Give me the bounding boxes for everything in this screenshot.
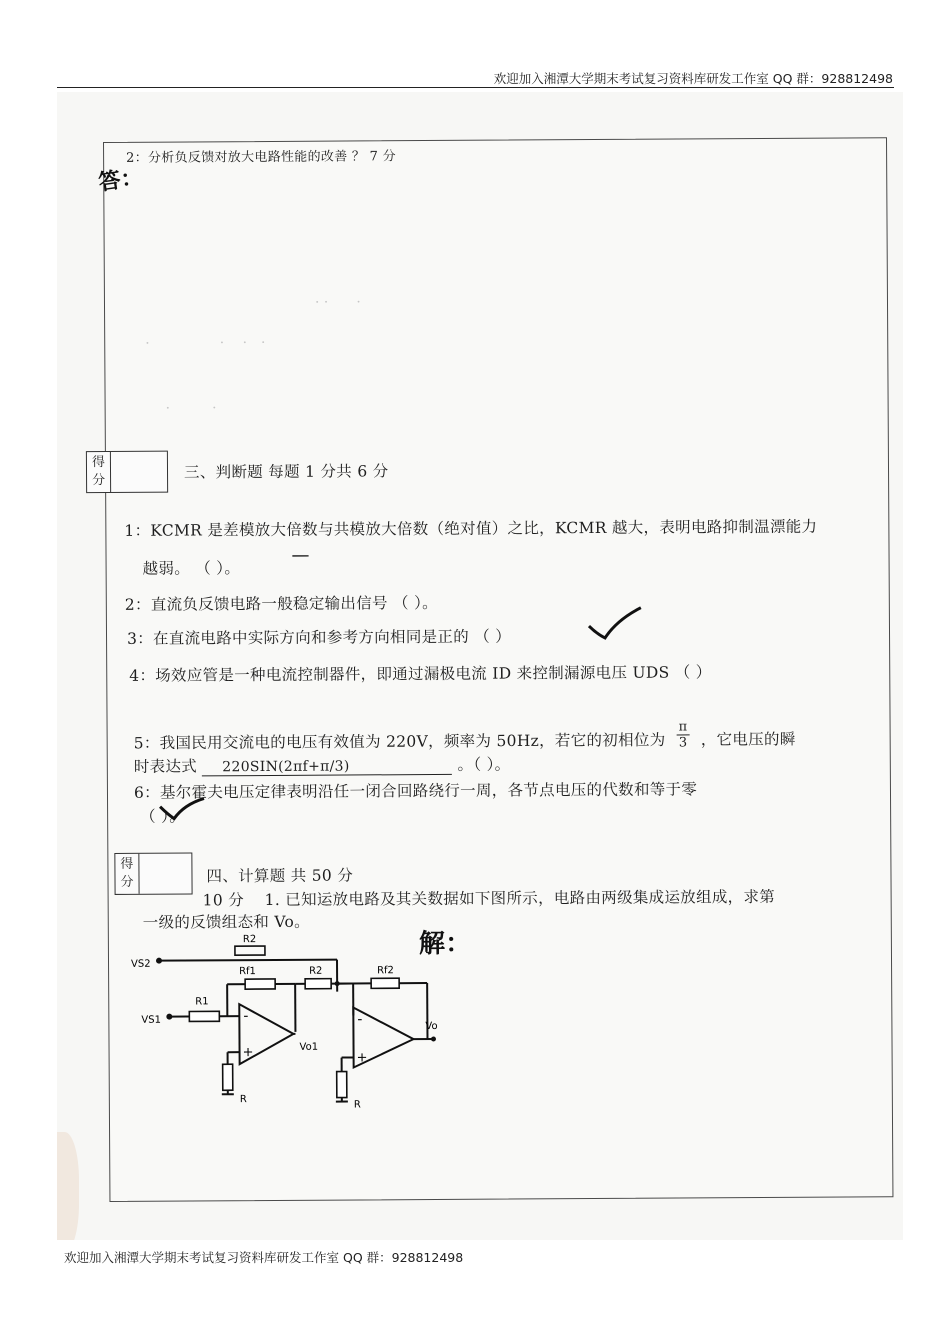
judge-item-1-line2: 越弱。 （ ）。 xyxy=(142,559,241,578)
label-vo1: Vo1 xyxy=(299,1041,319,1053)
label-r2-mid: R2 xyxy=(309,965,323,977)
handwritten-solution-mark: 解： xyxy=(418,928,472,960)
calc-q1-points: 10 分 xyxy=(202,891,245,910)
check-mark-icon xyxy=(585,606,645,642)
page-footer: 欢迎加入湘潭大学期末考试复习资料库研发工作室 QQ 群：928812498 xyxy=(64,1250,464,1265)
label-vo: Vo xyxy=(425,1020,438,1033)
section3-title: 三、判断题 每题 1 分共 6 分 xyxy=(183,462,389,482)
finger-shadow xyxy=(57,1132,79,1240)
judge-item-5-tail: ，它电压的瞬 xyxy=(700,730,796,749)
section4-title: 四、计算题 共 50 分 xyxy=(206,866,354,886)
check-mark-icon xyxy=(158,796,208,822)
handwritten-dash-mark: — xyxy=(291,544,310,566)
calc-q1-line1: 1. 已知运放电路及其关数据如下图所示，电路由两级集成运放组成，求第 xyxy=(264,887,776,910)
label-rf1: Rf1 xyxy=(239,966,256,978)
question-2-text: 2：分析负反馈对放大电路性能的改善 ？ 7 分 xyxy=(126,149,396,166)
label-r1: R1 xyxy=(195,996,209,1008)
calc-q1-line2: 一级的反馈组态和 Vo。 xyxy=(142,912,310,932)
judge-item-1-line1: 1：KCMR 是差模放大倍数与共模放大倍数（绝对值）之比，KCMR 越大，表明电路抑制温漂能力 xyxy=(124,517,818,540)
label-minus-1: - xyxy=(243,1008,249,1025)
judge-item-5-blank: 220SIN(2πf+π/3) xyxy=(202,758,452,777)
judge-item-6-line2: （ ）。 xyxy=(140,807,186,826)
exam-photo xyxy=(57,92,903,1240)
judge-item-5-suffix: 。（ ）。 xyxy=(457,755,511,774)
label-vs2: VS2 xyxy=(130,958,151,970)
label-vs1: VS1 xyxy=(141,1014,161,1026)
label-plus-1: + xyxy=(242,1045,254,1061)
label-minus-2: - xyxy=(357,1011,363,1028)
fraction-numerator: π xyxy=(677,719,690,735)
label-r-left: R xyxy=(239,1094,247,1106)
score-box-label: 得 分 xyxy=(115,854,139,894)
label-r-right: R xyxy=(353,1099,361,1111)
bleed-through-marks: · · xyxy=(165,400,217,417)
score-box-section4 xyxy=(114,852,192,894)
fraction-denominator: 3 xyxy=(678,735,688,751)
page-header: 欢迎加入湘潭大学期末考试复习资料库研发工作室 QQ 群：928812498 xyxy=(493,71,893,86)
label-r2-top: R2 xyxy=(242,934,257,946)
bleed-through-marks: · · · · xyxy=(145,335,266,352)
judge-item-3: 3：在直流电路中实际方向和参考方向相同是正的 （ ） xyxy=(126,627,512,648)
judge-item-6-line1: 6：基尔霍夫电压定律表明沿任一闭合回路绕行一周，各节点电压的代数和等于零 xyxy=(133,780,698,802)
label-rf2: Rf2 xyxy=(377,965,394,977)
score-box-label: 得 分 xyxy=(87,452,111,492)
label-plus-2: + xyxy=(356,1050,368,1066)
judge-item-2: 2：直流负反馈电路一般稳定输出信号 （ ）。 xyxy=(124,593,438,614)
fraction xyxy=(677,719,690,750)
judge-item-5-prefix: 时表达式 xyxy=(133,757,198,776)
exam-sheet xyxy=(91,137,893,1202)
score-box-section3 xyxy=(86,451,168,494)
handwritten-answer-mark: 答： xyxy=(96,164,145,196)
judge-item-4: 4：场效应管是一种电流控制器件，即通过漏极电流 ID 来控制漏源电压 UDS （ ） xyxy=(129,663,712,685)
op-amp-circuit-diagram xyxy=(127,931,458,1133)
judge-item-5-line2 xyxy=(134,753,511,777)
header-divider xyxy=(57,87,894,88)
judge-item-5-text: 5：我国民用交流电的电压有效值为 220V，频率为 50Hz，若它的初相位为 xyxy=(133,731,666,753)
bleed-through-marks: · · · xyxy=(314,294,361,311)
